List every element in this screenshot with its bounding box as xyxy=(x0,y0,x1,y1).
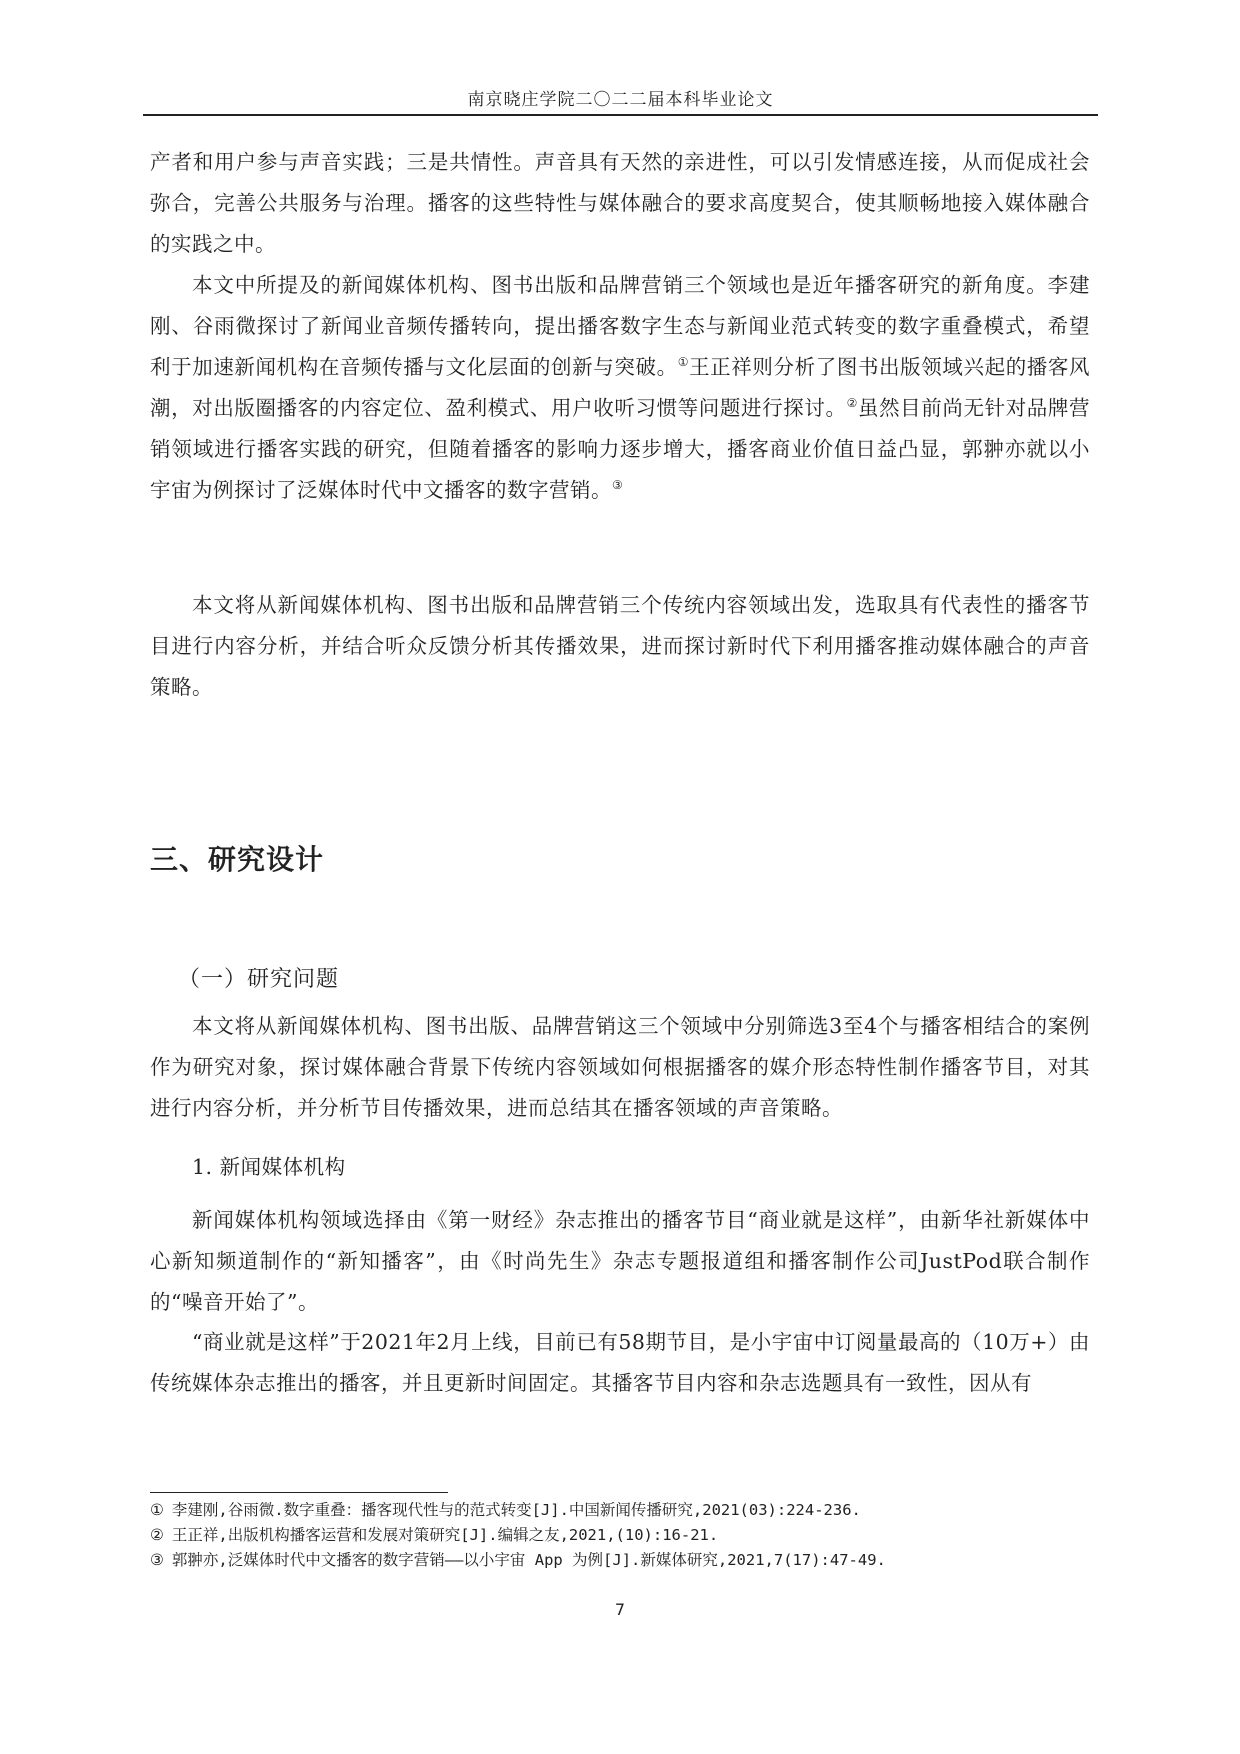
running-header: 南京晓庄学院二〇二二届本科毕业论文 xyxy=(467,90,774,110)
subsection-heading: （一）研究问题 xyxy=(178,967,340,992)
paragraph-2 xyxy=(150,265,1090,511)
paragraph-2-part-c: 虽然目前尚无针对品牌营销领域进行播客实践的研究，但随着播客的影响力逐步增大，播客商业价值日益凸显，郭翀亦就以小宇宙为例探讨了泛媒体时代中文播客的数字营销。 xyxy=(150,396,1091,502)
paragraph-2-part-b: 王正祥则分析了图书出版领域兴起的播客风潮，对出版圈播客的内容定位、盈利模式、用户收听习惯等问题进行探讨。 xyxy=(150,355,1091,420)
footnote-item xyxy=(150,1523,1110,1548)
footnote-mark: ① xyxy=(150,1501,164,1519)
footnote-ref-1[interactable]: ① xyxy=(677,355,690,370)
footnote-rule xyxy=(150,1492,448,1493)
paragraph-1: 产者和用户参与声音实践；三是共情性。声音具有天然的亲进性，可以引发情感连接，从而促成社会弥合，完善公共服务与治理。播客的这些特性与媒体融合的要求高度契合，使其顺畅地接入媒体融合的实践之中。 xyxy=(150,150,1090,256)
section-heading: 三、研究设计 xyxy=(150,843,325,876)
footnote-text: 王正祥,出版机构播客运营和发展对策研究[J].编辑之友,2021,(10):16-21. xyxy=(171,1526,719,1544)
paragraph-4: 本文将从新闻媒体机构、图书出版、品牌营销这三个领域中分别筛选3至4个与播客相结合的案例作为研究对象，探讨媒体融合背景下传统内容领域如何根据播客的媒介形态特性制作播客节目，对其进行内容分析，并分析节目传播效果，进而总结其在播客领域的声音策略。 xyxy=(150,1014,1090,1120)
footnote-item xyxy=(150,1548,1110,1573)
header-rule xyxy=(143,114,1098,116)
footnote-item xyxy=(150,1498,1110,1523)
footnote-text: 郭翀亦,泛媒体时代中文播客的数字营销——以小宇宙 App 为例[J].新媒体研究,2021,7(17):47-49. xyxy=(171,1551,886,1569)
footnote-text: 李建刚,谷雨微.数字重叠：播客现代性与的范式转变[J].中国新闻传播研究,2021(03):224-236. xyxy=(171,1501,861,1519)
paragraph-5: 新闻媒体机构领域选择由《第一财经》杂志推出的播客节目“商业就是这样”，由新华社新媒体中心新知频道制作的“新知播客”，由《时尚先生》杂志专题报道组和播客制作公司JustPod联合制作的“噪音开始了”。 xyxy=(150,1208,1090,1314)
footnote-list xyxy=(150,1498,1110,1573)
footnote-ref-2[interactable]: ② xyxy=(846,396,858,411)
footnote-mark: ③ xyxy=(150,1551,164,1569)
paragraph-6: “商业就是这样”于2021年2月上线，目前已有58期节目，是小宇宙中订阅量最高的（10万+）由传统媒体杂志推出的播客，并且更新时间固定。其播客节目内容和杂志选题具有一致性，因从有 xyxy=(150,1330,1090,1395)
footnote-mark: ② xyxy=(150,1526,164,1544)
paragraph-2-part-a: 本文中所提及的新闻媒体机构、图书出版和品牌营销三个领域也是近年播客研究的新角度。李建刚、谷雨微探讨了新闻业音频传播转向，提出播客数字生态与新闻业范式转变的数字重叠模式，希望利于加速新闻机构在音频传播与文化层面的创新与突破。 xyxy=(150,273,1090,379)
footnote-ref-3[interactable]: ③ xyxy=(612,478,624,493)
paragraph-3: 本文将从新闻媒体机构、图书出版和品牌营销三个传统内容领域出发，选取具有代表性的播客节目进行内容分析，并结合听众反馈分析其传播效果，进而探讨新时代下利用播客推动媒体融合的声音策略。 xyxy=(150,593,1090,699)
list-item-heading: 1. 新闻媒体机构 xyxy=(192,1155,346,1179)
page-number: 7 xyxy=(614,1600,626,1619)
